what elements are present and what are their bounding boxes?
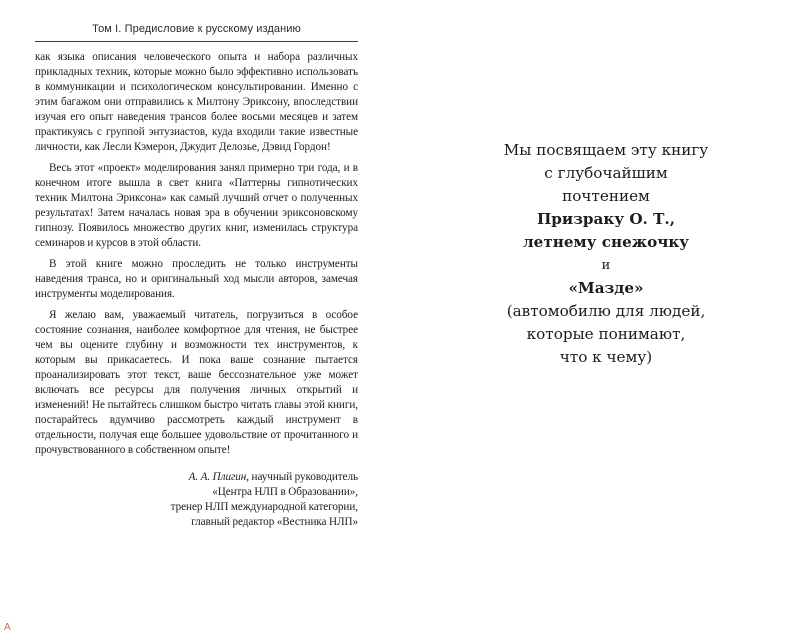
- dedication: [500, 139, 712, 369]
- signature-block: [35, 470, 358, 530]
- running-head: Том I. Предисловие к русскому изданию: [92, 23, 301, 35]
- dedication-line: с глубочайшим: [544, 164, 668, 182]
- header-rule: [35, 41, 358, 42]
- signature-line: [35, 470, 358, 485]
- signature-line: «Центра НЛП в Образовании»,: [212, 486, 358, 498]
- dedication-line-bold: Призраку О. Т.,: [536, 210, 676, 228]
- dedication-line-bold: «Мазде»: [568, 279, 644, 297]
- right-page: [400, 0, 800, 640]
- signature-line: главный редактор «Вестника НЛП»: [191, 516, 358, 528]
- dedication-line: (автомобилю для людей,: [506, 302, 706, 320]
- paragraph: Я желаю вам, уважаемый читатель, погрузиться в особое состояние сознания, наиболее комфортное для чтения, не быстрее чем вы оцените глубину и возможности тех инструментов, к которым вы прикасаетесь. И пока ваше сознание пытается проанализировать этот текст, ваше бессознательное уже может включать все ресурсы для получения личных открытий и изменений! Не пытайтесь слишком быстро читать главы этой книги, постарайтесь вдумчиво рассмотреть каждый инструмент в отдельности, получая еще большее удовольствие от прочитанного и прочувствованного в собственном опыте!: [35, 309, 358, 456]
- dedication-line: Мы посвящаем эту книгу: [503, 141, 709, 159]
- paragraph: как языка описания человеческого опыта и набора различных прикладных техник, которые можно было эффективно использовать в коммуникации и психологическом консультировании. Именно с этим багажом они отправились к Милтону Эриксону, впоследствии изучая его опыт наведения трансов более восьми месяцев и затем практикуясь с группой энтузиастов, куда входили такие известные личности, как Лесли Кэмерон, Джудит Делозье, Дэвид Гордон!: [35, 51, 358, 153]
- signature-role: , научный руководитель: [246, 471, 358, 483]
- signature-line: тренер НЛП международной категории,: [170, 501, 358, 513]
- dedication-line: почтением: [562, 187, 650, 205]
- dedication-line: и: [601, 258, 611, 273]
- paragraph: Весь этот «проект» моделирования занял примерно три года, и в конечном итоге вышла в свет книга «Паттерны гипнотических техник Милтона Эриксона» как самый лучший отчет о полученных результатах! Затем началась новая эра в обучении эриксоновскому гипнозу. Появилось множество других книг, изменилась структура семинаров и курсов в этой области.: [35, 162, 358, 249]
- dedication-line-bold: летнему снежочку: [522, 233, 690, 251]
- signature-author: А. А. Плигин: [188, 471, 247, 483]
- paragraph: В этой книге можно проследить не только инструменты наведения транса, но и оригинальный ход мысли авторов, замечая инструменты моделирования.: [35, 258, 358, 300]
- dedication-line: что к чему): [559, 348, 653, 366]
- dedication-line: которые понимают,: [526, 325, 686, 343]
- corner-mark: A: [4, 622, 11, 633]
- body-text: [35, 50, 358, 530]
